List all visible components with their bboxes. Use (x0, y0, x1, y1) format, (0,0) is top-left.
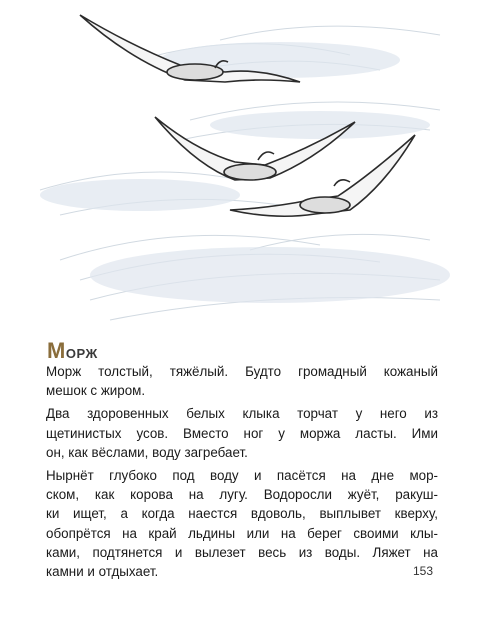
text-line: ками, подтянется и вылезет весь из воды. Ляжет на (46, 544, 438, 560)
article-body (46, 362, 438, 585)
page-number: 153 (413, 564, 434, 578)
text-line: Два здоровенных белых клыка торчат у него из (46, 406, 438, 422)
text-line: мешок с жиром. (46, 383, 146, 399)
illustration-flying-birds (20, 0, 480, 340)
article-title (47, 338, 98, 364)
paragraph-1 (46, 362, 438, 400)
text-line: Морж толстый, тяжёлый. Будто громадный кожаный (46, 364, 438, 379)
text-line: ском, как корова на лугу. Водоросли жуёт, ракуш- (46, 487, 438, 503)
text-line: щетинистых усов. Вместо ног у моржа ласты. Ими (46, 425, 438, 441)
paragraph-2 (46, 404, 438, 462)
text-line: камни и отдыхает. (46, 564, 159, 580)
text-line: обопрётся на край льдины или на берег своими клы- (46, 525, 438, 541)
text-line: ки ищет, а когда наестся вдоволь, выплывет кверху, (46, 506, 438, 522)
text-line: Нырнёт глубоко под воду и пасётся на дне мор- (46, 468, 438, 484)
text-line: он, как вёслами, воду загребает. (46, 444, 248, 460)
title-initial: М (47, 338, 66, 363)
title-rest: орж (65, 342, 98, 363)
paragraph-3 (46, 466, 438, 581)
